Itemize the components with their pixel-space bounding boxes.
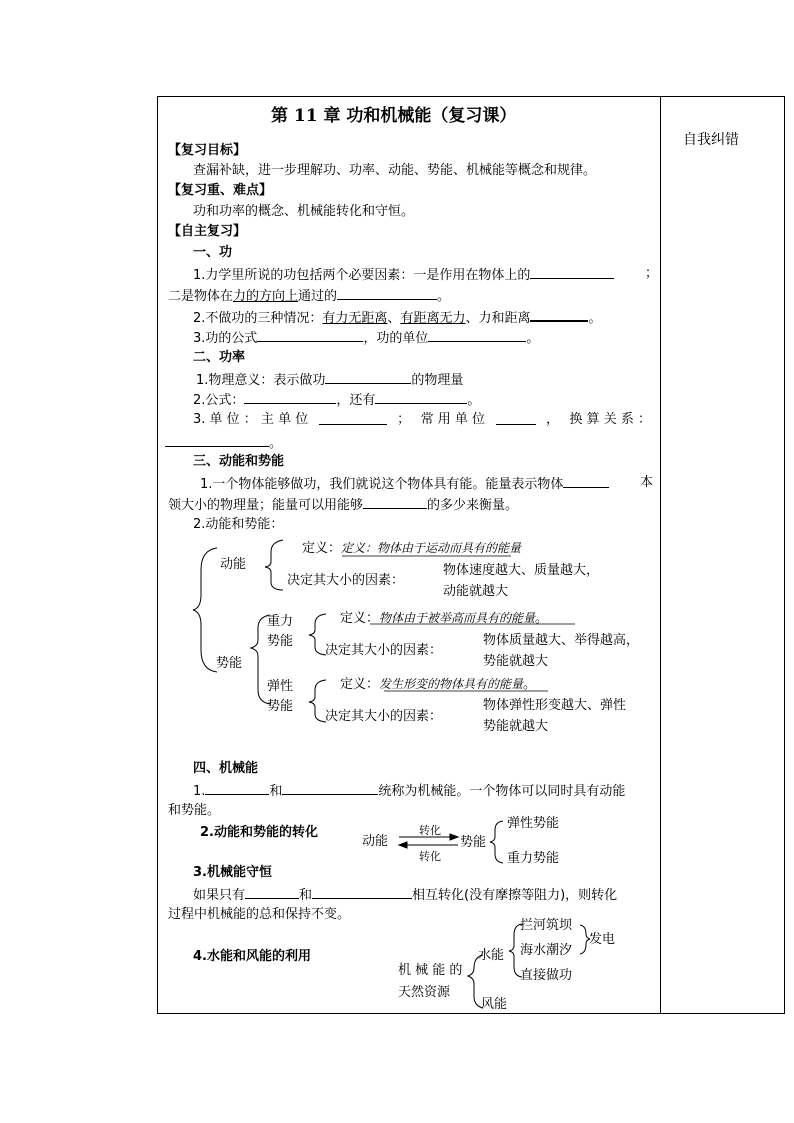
elas-def-pre: 定义： [340,677,380,692]
s1-q2 [193,308,601,327]
goal-text: 查漏补缺，进一步理解功、功率、动能、势能、机械能等概念和规律。 [193,163,597,178]
gravity-factor-1: 物体质量越大、举得越高， [483,633,640,648]
grav-def-pre: 定义： [340,611,380,626]
elastic-factor-1: 物体弹性形变越大、弹性 [483,698,627,713]
s1-q1-text: 1.力学里所说的功包括两个必要因素：一是作用在物体上的 [193,268,531,283]
s2-q1-post: 的物理量 [411,373,464,388]
s1-q1-semicolon: ； [645,266,659,281]
section2-heading: 二、功率 [193,350,246,365]
s2-q3-line2 [165,434,282,452]
water-use-direct: 直接做功 [520,968,573,983]
s3-q1-blank1[interactable] [563,475,609,488]
s2-q3-b: ； [397,412,411,427]
s2-q2 [193,391,480,409]
elas-def-text: 发生形变的物体具有的能量 [379,677,524,691]
elastic-label-1: 弹性 [267,679,294,694]
resource-label-2: 天然资源 [398,985,451,1000]
s2-q2-blank1[interactable] [244,391,336,404]
resource-label-1: 机 械 能 的 [398,963,463,978]
s4-q1-pre: 1. [193,784,206,799]
water-use-tide: 海水潮汐 [520,943,573,958]
s2-q3-blank1[interactable] [319,412,387,425]
s4-q1-and: 和 [269,784,283,799]
s4-q2: 2.动能和势能的转化 [200,825,318,840]
s1-q3-mid: ，功的单位 [363,331,429,346]
s3-q1-line1 [200,475,609,493]
s1-period: 。 [437,289,451,304]
elastic-definition [340,676,536,693]
conversion-top-label: 转化 [419,824,441,837]
column-divider [660,96,661,1014]
s2-q3 [193,412,651,428]
s2-q1-pre: 1.物理意义：表示做功 [196,373,326,388]
page-title: 第 11 章 功和机械能（复习课） [271,106,517,126]
grav-def-end: 。 [535,611,549,626]
s4-q1-line2: 和势能。 [168,803,221,818]
s4-q3-blank1[interactable] [245,886,299,899]
conversion-kinetic: 动能 [362,834,389,849]
self-review-heading: 【自主复习】 [168,224,247,239]
section4-heading: 四、机械能 [193,761,259,776]
s4-q3-line2: 过程中机械能的总和保持不变。 [168,907,351,922]
s1-q2-sep: 、 [387,311,401,326]
s4-q3-blank2[interactable] [312,886,412,899]
s4-q1-blank1[interactable] [205,782,269,795]
s1-q2-u2: 有距离无力 [400,311,466,326]
s4-q3: 3.机械能守恒 [193,865,272,880]
grav-def-text: 物体由于被举高而具有的能量 [379,611,536,625]
s1-q2-u1: 有力无距离 [322,311,388,326]
s1-q2-post: 、力和距离 [465,311,531,326]
s2-period: 。 [467,393,481,408]
kinetic-factor-2: 动能就越大 [443,584,509,599]
key-text: 功和功率的概念、机械能转化和守恒。 [193,204,415,219]
gravity-label-2: 势能 [267,634,294,649]
elas-def-end: 。 [523,677,537,692]
s2-q1-blank[interactable] [325,371,411,384]
potential-label: 势能 [216,656,243,671]
power-generation: 发电 [589,932,616,947]
kinetic-factor: 决定其大小的因素： [287,573,405,588]
s2-q3-blank3[interactable] [165,434,269,447]
wind-energy: 风能 [481,997,508,1012]
s4-q1-post: 统称为机械能。一个物体可以同时具有动能 [378,784,626,799]
s1-q1-blank2[interactable] [337,287,437,300]
s2-period: 。 [269,436,283,451]
elastic-label-2: 势能 [267,699,294,714]
s1-q1b-underlined: 力的方向上 [233,289,299,304]
s1-q3-pre: 3.功的公式 [193,331,258,346]
s2-q3-d: ， [545,412,559,427]
s1-q3-blank2[interactable] [428,329,526,342]
s4-q3-and: 和 [299,888,313,903]
s4-q4: 4.水能和风能的利用 [193,949,311,964]
s2-q2-mid: ，还有 [336,393,376,408]
gravity-definition [340,610,548,627]
s4-q1 [193,782,625,800]
s2-q3-c: 常 用 单 位 [420,412,486,427]
s1-q2-pre: 2.不做功的三种情况： [193,311,323,326]
conversion-bottom-label: 转化 [419,850,441,863]
s1-q1-line1 [193,266,614,284]
s1-q1-blank1[interactable] [530,266,614,279]
kinetic-label: 动能 [220,557,247,572]
s1-q1-line2 [168,287,450,305]
kinetic-definition: 定义：定义：物体由于运动而具有的能量 [302,541,522,556]
s1-q3 [193,329,539,347]
s1-period: 。 [588,311,602,326]
gravity-factor: 决定其大小的因素： [325,643,443,658]
s3-q2: 2.动能和势能： [193,517,284,532]
elastic-factor-2: 势能就越大 [483,719,549,734]
s2-q3-blank2[interactable] [496,412,536,425]
water-energy: 水能 [478,948,505,963]
s3-q1-pre: 1.一个物体能够做功，我们就说这个物体具有能。能量表示物体 [200,477,564,492]
s1-q3-blank1[interactable] [257,329,363,342]
key-heading: 【复习重、难点】 [168,183,273,198]
s3-q1-line2-pre: 领大小的物理量；能量可以用能够 [168,498,364,513]
conversion-elastic: 弹性势能 [507,816,560,831]
goal-heading: 【复习目标】 [168,143,247,158]
s1-period: 。 [526,331,540,346]
s2-q3-a: 3. 单 位 ： 主 单 位 [193,412,309,427]
s3-q1-line2-post: 的多少来衡量。 [427,498,519,513]
section1-heading: 一、功 [193,245,233,260]
s3-q1-end: 本 [640,475,654,490]
kinetic-definition-text: 定义：物体由于运动而具有的能量 [341,541,522,555]
conversion-potential: 势能 [460,835,487,850]
s2-q1 [196,371,463,389]
s4-q3-post: 相互转化(没有摩擦等阻力)，则转化 [412,888,618,903]
elastic-factor: 决定其大小的因素： [325,709,443,724]
s4-q1-blank2[interactable] [282,782,378,795]
s1-q2-blank[interactable] [530,308,588,322]
water-use-dam: 拦河筑坝 [520,918,573,933]
s3-q1-line2 [168,496,518,514]
s1-q1b-post: 通过的 [298,289,338,304]
conversion-gravity: 重力势能 [507,851,560,866]
s2-q2-blank2[interactable] [375,391,467,404]
side-column-header: 自我纠错 [683,132,739,148]
s3-q1-blank2[interactable] [363,496,427,509]
s4-q3-pre: 如果只有 [193,888,246,903]
kinetic-factor-1: 物体速度越大、质量越大， [443,563,600,578]
s1-q1b-pre: 二是物体在 [168,289,234,304]
s2-q3-e: 换 算 关 系 ： [569,412,651,427]
gravity-factor-2: 势能就越大 [483,654,549,669]
section3-heading: 三、动能和势能 [193,454,285,469]
s4-q3-line1 [193,886,617,904]
gravity-label-1: 重力 [267,614,294,629]
s2-q2-pre: 2.公式： [193,393,245,408]
